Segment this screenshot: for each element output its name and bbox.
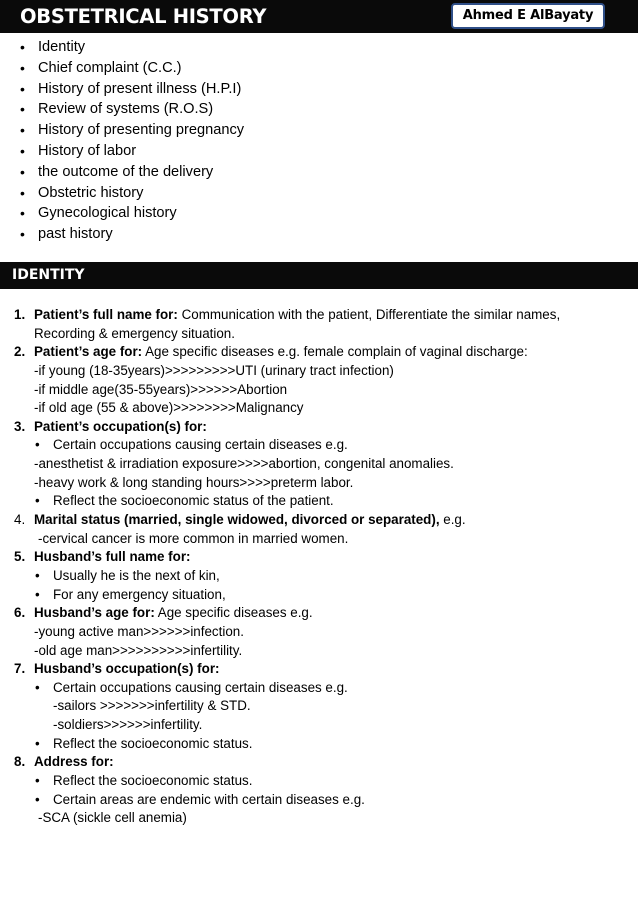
bullet-icon: • xyxy=(20,226,25,243)
bullet-icon: • xyxy=(20,122,25,139)
item-2 xyxy=(0,343,638,362)
bullet-icon: • xyxy=(20,184,25,201)
item-6 xyxy=(0,604,638,623)
item-text: e.g. xyxy=(439,512,466,528)
detail-line: -soldiers>>>>>>infertility. xyxy=(53,717,203,733)
list-item xyxy=(0,58,638,79)
section-title: IDENTITY xyxy=(12,267,85,283)
item-heading: Husband’s age for: xyxy=(34,605,155,621)
section-header-identity xyxy=(0,262,638,289)
item-1 xyxy=(0,306,638,325)
item-number: 6. xyxy=(14,605,26,621)
bullet-text: Reflect the socioeconomic status. xyxy=(53,735,253,751)
list-item xyxy=(0,99,638,120)
list-item xyxy=(0,203,638,224)
item-text: Age specific diseases e.g. xyxy=(154,605,313,621)
bullet-icon: • xyxy=(35,567,40,583)
detail-line: -sailors >>>>>>>infertility & STD. xyxy=(53,698,251,714)
bullet-icon: • xyxy=(20,39,25,55)
list-item-label: the outcome of the delivery xyxy=(38,163,214,180)
bullet-icon: • xyxy=(35,735,40,751)
item-heading: Address for: xyxy=(34,754,114,770)
bullet-icon: • xyxy=(35,437,40,453)
item-text: Communication with the patient, Differentiate the similar names, xyxy=(177,307,561,322)
bullet-text: Usually he is the next of kin, xyxy=(53,567,220,583)
detail-line: -if old age (55 & above)>>>>>>>>Malignancy xyxy=(34,400,304,416)
item-heading: Husband’s full name for: xyxy=(34,549,191,565)
bullet-icon: • xyxy=(35,773,40,789)
list-item-label: Identity xyxy=(38,39,86,55)
list-item-label: past history xyxy=(38,226,113,243)
bullet-icon: • xyxy=(20,205,25,222)
list-item-label: History of labor xyxy=(38,142,137,159)
bullet-icon: • xyxy=(20,101,25,118)
item-heading: Marital status (married, single widowed, divorced or separated), xyxy=(34,512,440,528)
item-5 xyxy=(0,548,638,567)
bullet-line xyxy=(0,679,638,698)
list-item-label: Chief complaint (C.C.) xyxy=(38,59,182,76)
bullet-line xyxy=(0,567,638,586)
list-item-label: History of present illness (H.P.I) xyxy=(38,80,242,97)
item-heading: Patient’s age for: xyxy=(34,344,143,360)
bullet-line xyxy=(0,492,638,511)
item-1-continuation: Recording & emergency situation. xyxy=(34,325,235,341)
item-heading: Husband’s occupation(s) for: xyxy=(34,661,220,677)
item-number: 4. xyxy=(14,512,26,528)
bullet-text: Certain areas are endemic with certain diseases e.g. xyxy=(53,791,365,807)
detail-line: -anesthetist & irradiation exposure>>>>abortion, congenital anomalies. xyxy=(34,456,454,472)
page-title: OBSTETRICAL HISTORY xyxy=(20,5,267,28)
bullet-text: For any emergency situation, xyxy=(53,586,226,602)
detail-line: -old age man>>>>>>>>>>infertility. xyxy=(34,642,243,658)
list-item-label: Obstetric history xyxy=(38,184,144,201)
bullet-line xyxy=(0,436,638,455)
bullet-text: Reflect the socioeconomic status of the patient. xyxy=(53,493,334,509)
list-item-label: Gynecological history xyxy=(38,205,177,222)
bullet-text: Certain occupations causing certain diseases e.g. xyxy=(53,679,348,695)
bullet-icon: • xyxy=(35,679,40,695)
contents-list xyxy=(0,37,638,245)
bullet-line xyxy=(0,791,638,810)
bullet-text: Reflect the socioeconomic status. xyxy=(53,773,253,789)
bullet-icon: • xyxy=(35,791,40,807)
bullet-icon: • xyxy=(20,163,25,180)
bullet-icon: • xyxy=(35,586,40,602)
bullet-text: Certain occupations causing certain diseases e.g. xyxy=(53,437,348,453)
item-number: 3. xyxy=(14,418,26,434)
item-number: 5. xyxy=(14,549,26,565)
list-item xyxy=(0,79,638,100)
detail-line: -heavy work & long standing hours>>>>preterm labor. xyxy=(34,474,354,490)
item-number: 2. xyxy=(14,344,26,360)
author-badge: Ahmed E AlBayaty xyxy=(451,3,605,29)
item-3 xyxy=(0,418,638,437)
list-item xyxy=(0,224,638,245)
item-8 xyxy=(0,753,638,772)
bullet-line xyxy=(0,735,638,754)
item-heading: Patient’s occupation(s) for: xyxy=(34,418,207,434)
list-item xyxy=(0,37,638,58)
detail-line: -SCA (sickle cell anemia) xyxy=(38,810,187,826)
bullet-icon: • xyxy=(20,80,25,97)
detail-line: -young active man>>>>>>infection. xyxy=(34,623,244,639)
item-number: 7. xyxy=(14,661,26,677)
item-4 xyxy=(0,511,638,530)
bullet-icon: • xyxy=(20,142,25,159)
identity-section-body xyxy=(0,306,638,828)
item-heading: Patient’s full name for: xyxy=(34,307,178,322)
bullet-icon: • xyxy=(35,493,40,509)
bullet-line xyxy=(0,772,638,791)
detail-line: -cervical cancer is more common in married women. xyxy=(38,530,349,546)
detail-line: -if young (18-35years)>>>>>>>>>UTI (urinary tract infection) xyxy=(34,362,394,378)
item-number: 1. xyxy=(14,307,26,322)
list-item-label: History of presenting pregnancy xyxy=(38,122,245,139)
item-number: 8. xyxy=(14,754,26,770)
list-item xyxy=(0,141,638,162)
list-item xyxy=(0,162,638,183)
item-text: Age specific diseases e.g. female complain of vaginal discharge: xyxy=(142,344,528,360)
list-item xyxy=(0,183,638,204)
bullet-line xyxy=(0,586,638,605)
item-7 xyxy=(0,660,638,679)
list-item-label: Review of systems (R.O.S) xyxy=(38,101,214,118)
detail-line: -if middle age(35-55years)>>>>>>Abortion xyxy=(34,381,288,397)
bullet-icon: • xyxy=(20,59,25,76)
header-bar xyxy=(0,0,638,33)
list-item xyxy=(0,120,638,141)
